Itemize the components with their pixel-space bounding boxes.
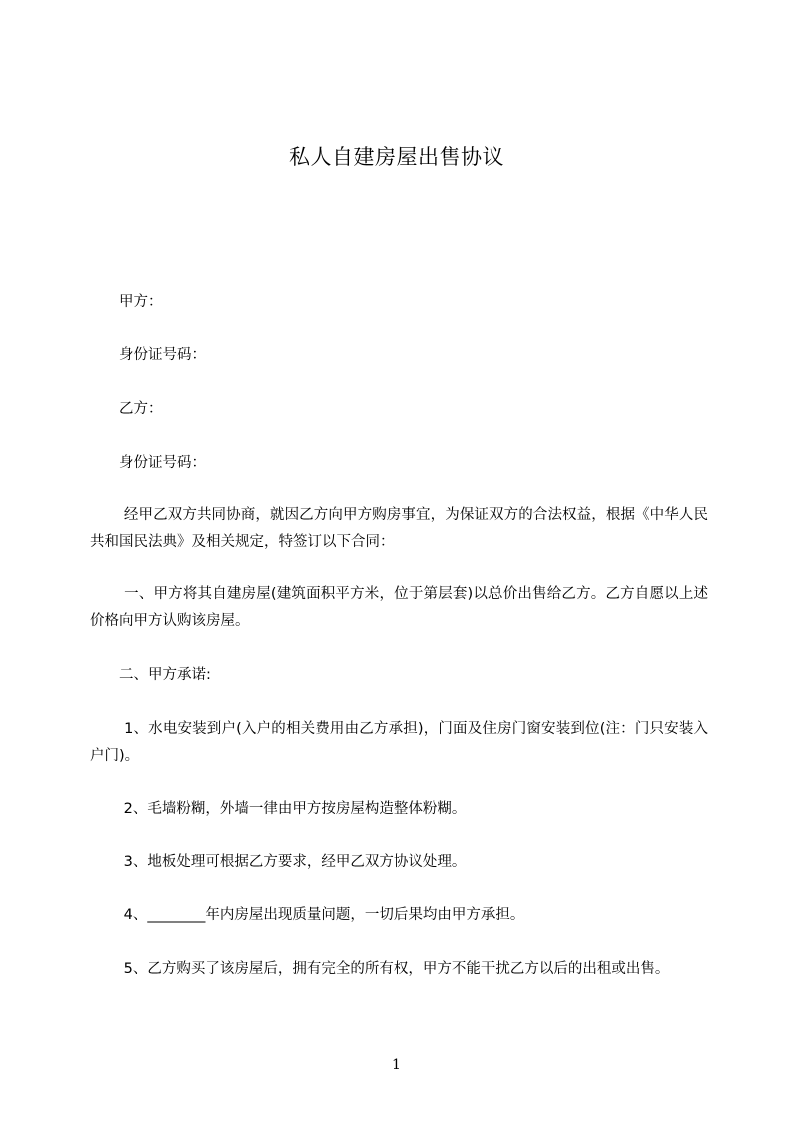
party-b-line: 乙方：: [90, 401, 163, 417]
clause-2-heading: 二、甲方承诺:: [90, 667, 211, 683]
party-a-id-line: 身份证号码：: [90, 347, 206, 363]
clause-2-item-5: 5、乙方购买了该房屋后，拥有完全的所有权，甲方不能干扰乙方以后的出租或出售。: [90, 961, 670, 977]
party-a-line: 甲方：: [90, 294, 163, 310]
clause-2-item-1: 1、水电安装到户(入户的相关费用由乙方承担)，门面及住房门窗安装到位(注：门只安装入户门)。: [90, 721, 708, 764]
party-b-id-line: 身份证号码：: [90, 455, 206, 471]
clause-2-item-4: 4、________年内房屋出现质量问题，一切后果均由甲方承担。: [90, 907, 525, 923]
clause-1-paragraph: 一、甲方将其自建房屋(建筑面积平方米，位于第层套)以总价出售给乙方。乙方自愿以上述价格向甲方认购该房屋。: [90, 586, 708, 629]
document-title: 私人自建房屋出售协议: [289, 145, 504, 169]
preamble-paragraph: 经甲乙双方共同协商，就因乙方向甲方购房事宜，为保证双方的合法权益，根据《中华人民共和国民法典》及相关规定，特签订以下合同：: [90, 507, 708, 550]
clause-2-item-2: 2、毛墙粉糊，外墙一律由甲方按房屋构造整体粉糊。: [90, 801, 467, 817]
clause-2-item-3: 3、地板处理可根据乙方要求，经甲乙双方协议处理。: [90, 854, 467, 870]
page-number: 1: [392, 1057, 401, 1073]
